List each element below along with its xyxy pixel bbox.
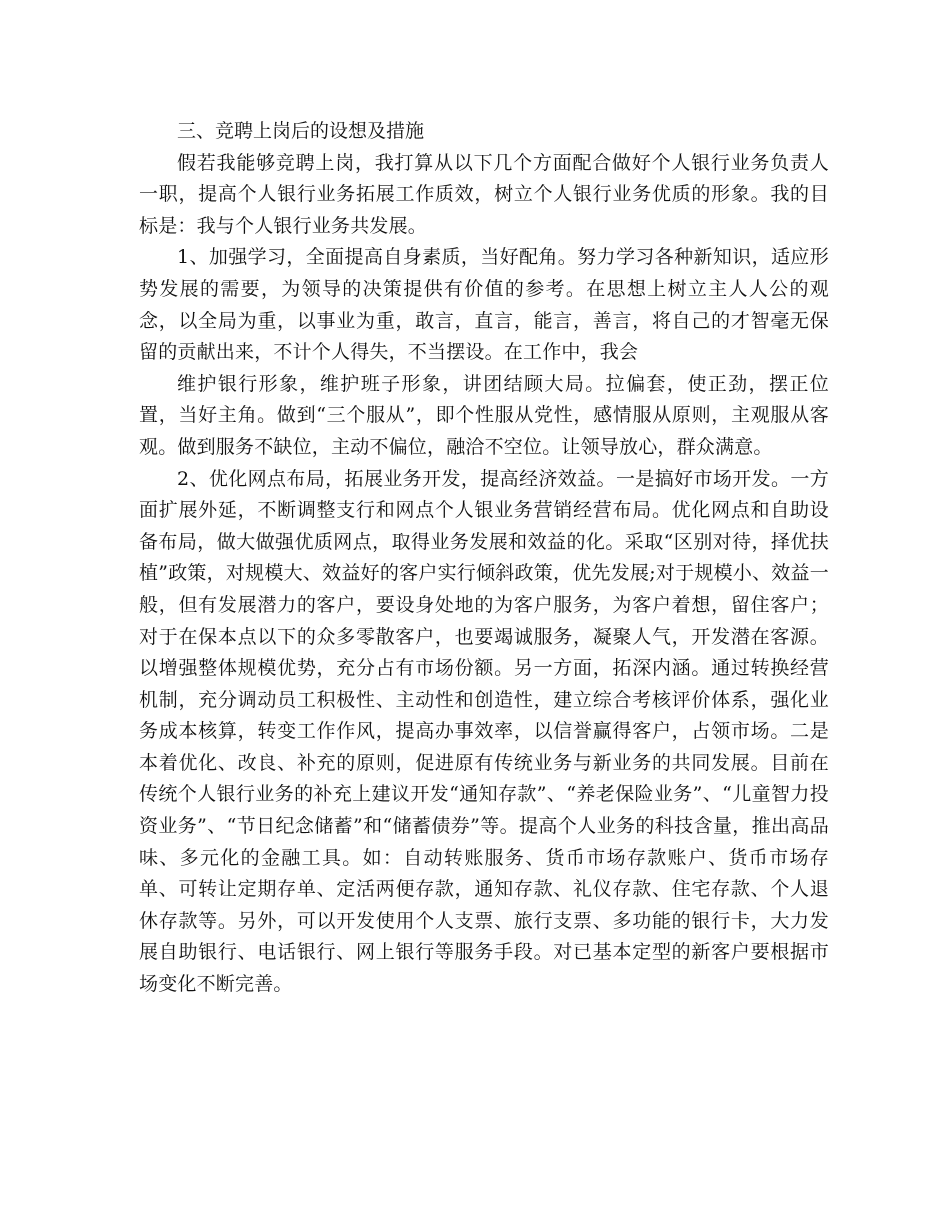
paragraph-image: 维护银行形象，维护班子形象，讲团结顾大局。拉偏套，使正劲，摆正位置，当好主角。做到“三个服从”，即个性服从党性，感情服从原则，主观服从客观。做到服务不缺位，主动不偏位，融洽不空位。让领导放心，群众满意。	[139, 372, 829, 458]
document-body	[139, 116, 829, 1001]
paragraph-intro: 假若我能够竞聘上岗，我打算从以下几个方面配合做好个人银行业务负责人一职，提高个人银行业务拓展工作质效，树立个人银行业务优质的形象。我的目标是：我与个人银行业务共发展。	[139, 151, 829, 237]
section-heading: 三、竞聘上岗后的设想及措施	[177, 120, 425, 142]
paragraph-study: 1、加强学习，全面提高自身素质，当好配角。努力学习各种新知识，适应形势发展的需要，为领导的决策提供有价值的参考。在思想上树立主人人公的观念，以全局为重，以事业为重，敢言，直言，能言，善言，将自己的才智毫无保留的贡献出来，不计个人得失，不当摆设。在工作中，我会	[139, 246, 829, 364]
paragraph-network: 2、优化网点布局，拓展业务开发，提高经济效益。一是搞好市场开发。一方面扩展外延，不断调整支行和网点个人银业务营销经营布局。优化网点和自助设备布局，做大做强优质网点，取得业务发展和效益的化。采取“区别对待，择优扶植”政策，对规模大、效益好的客户实行倾斜政策，优先发展;对于规模小、效益一般，但有发展潜力的客户，要设身处地的为客户服务，为客户着想，留住客户；对于在保本点以下的众多零散客户，也要竭诚服务，凝聚人气，开发潜在客源。以增强整体规模优势，充分占有市场份额。另一方面，拓深内涵。通过转换经营机制，充分调动员工积极性、主动性和创造性，建立综合考核评价体系，强化业务成本核算，转变工作作风，提高办事效率，以信誉赢得客户，占领市场。二是本着优化、改良、补充的原则，促进原有传统业务与新业务的共同发展。目前在传统个人银行业务的补充上建议开发“通知存款”、“养老保险业务”、“儿童智力投资业务”、“节日纪念储蓄”和“储蓄债券”等。提高个人业务的科技含量，推出高品味、多元化的金融工具。如：自动转账服务、货币市场存款账户、货币市场存单、可转让定期存单、定活两便存款，通知存款、礼仪存款、住宅存款、个人退休存款等。另外，可以开发使用个人支票、旅行支票、多功能的银行卡，大力发展自助银行、电话银行、网上银行等服务手段。对已基本定型的新客户要根据市场变化不断完善。	[139, 467, 829, 996]
